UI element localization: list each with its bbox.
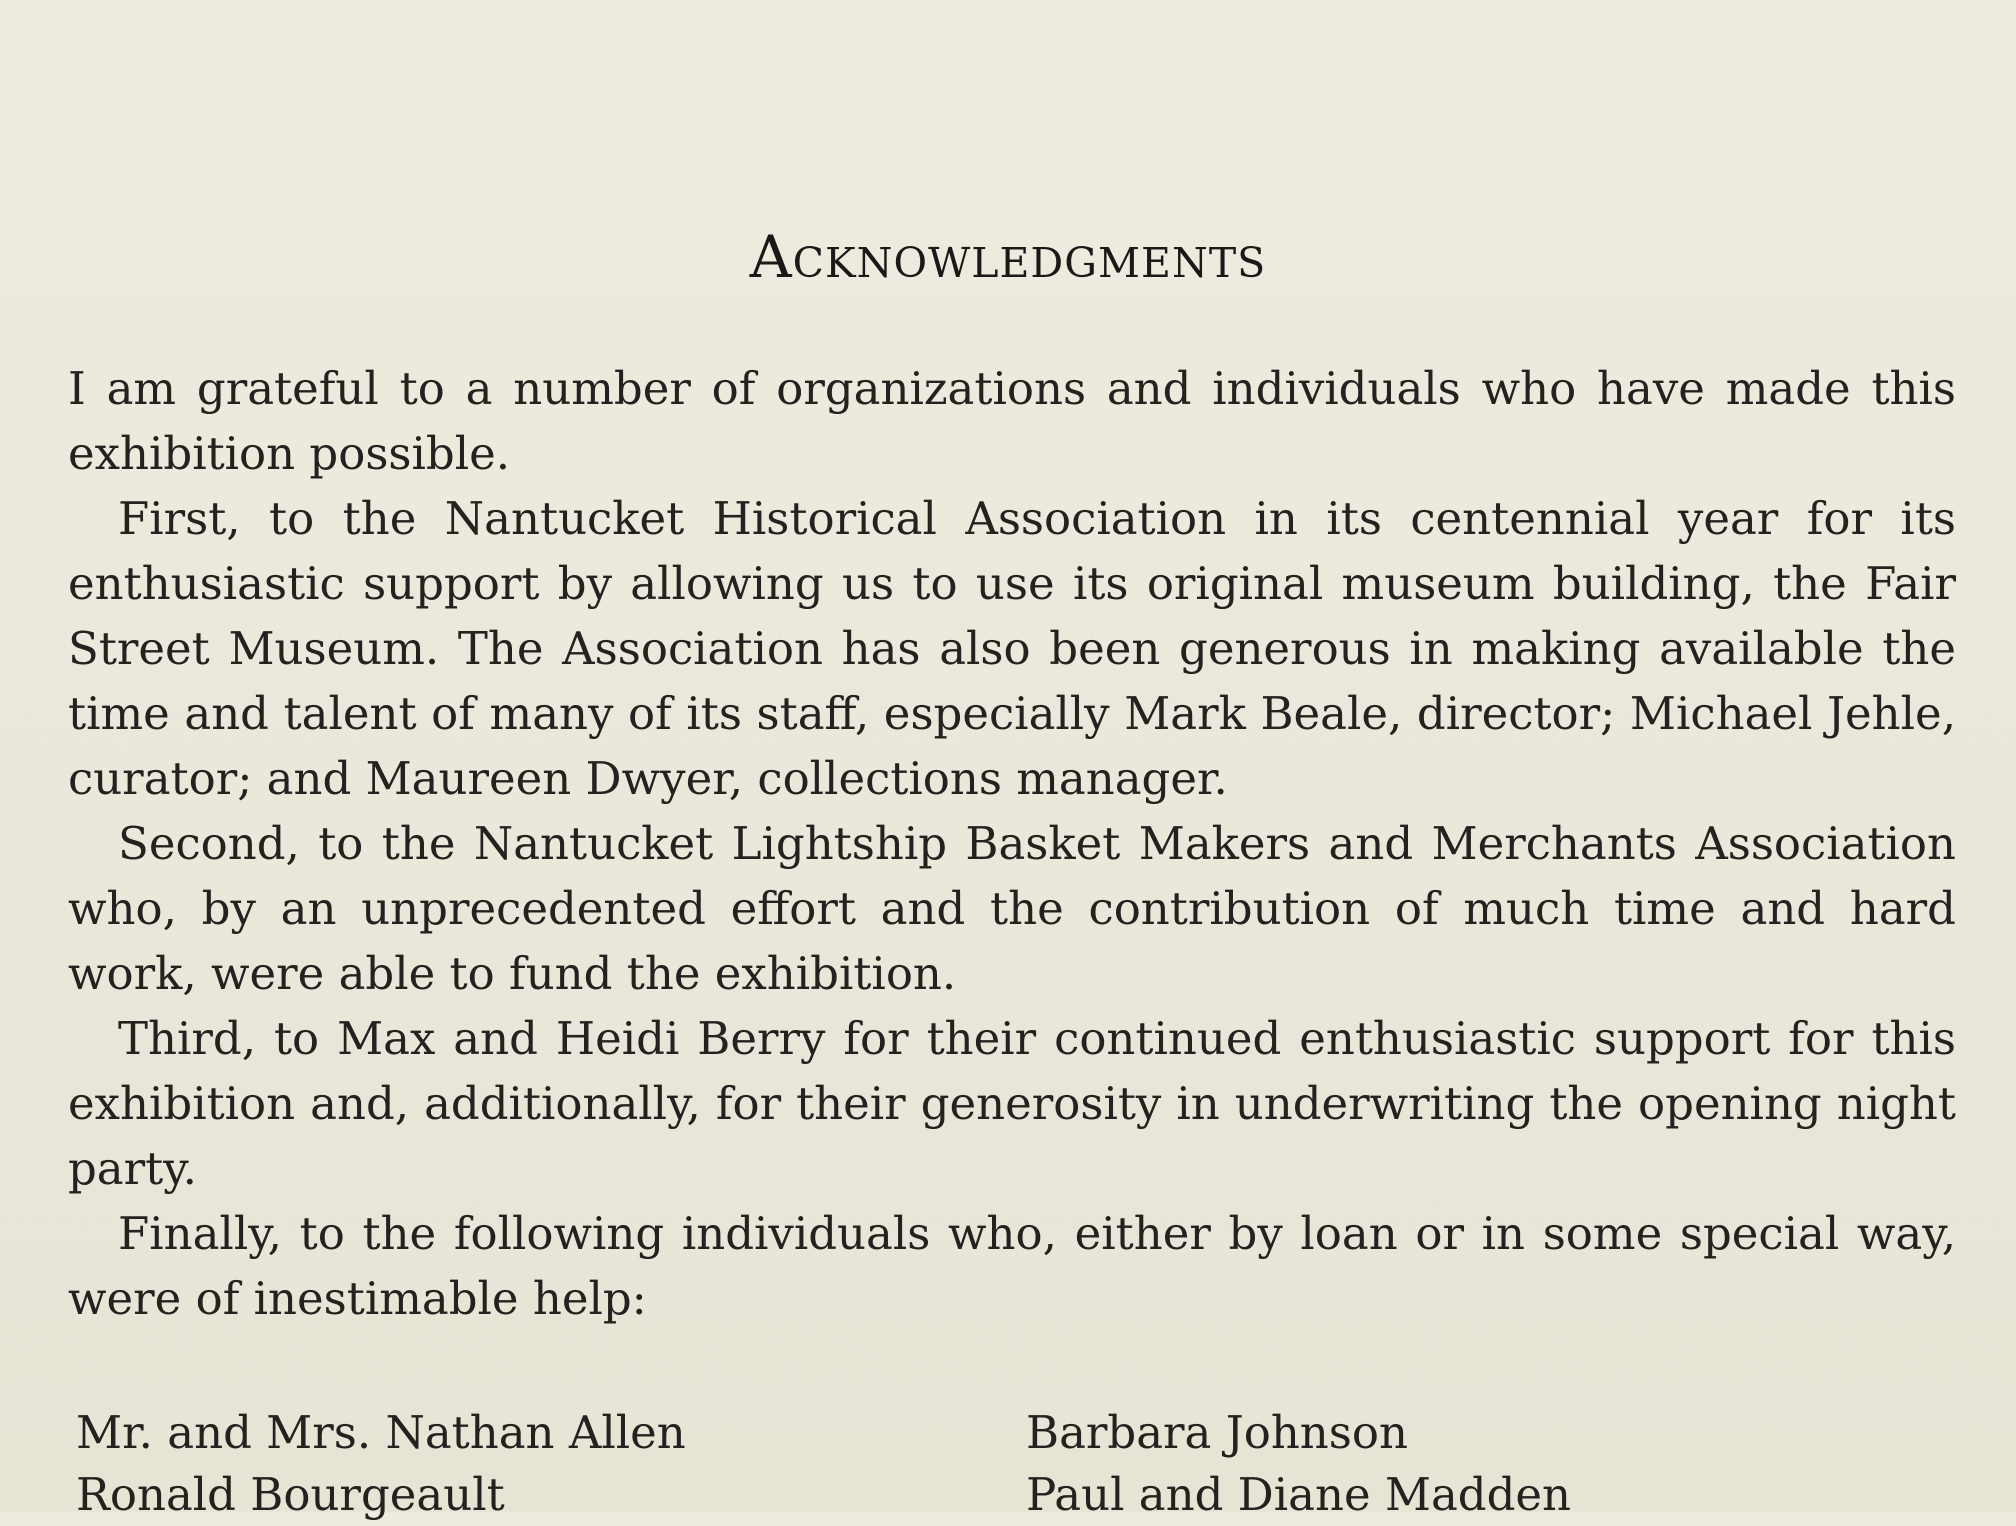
paragraph-finally: Finally, to the following individuals who, either by loan or in some special way, were of inestimable help: <box>68 1207 1956 1325</box>
paragraph-second: Second, to the Nantucket Lightship Basket Makers and Merchants Association who, by an unprecedented effort and the contribution of much time and hard work, were able to fund the exhibition. <box>68 817 1956 1000</box>
name-entry: Paul and Diane Madden <box>1026 1468 1572 1521</box>
paragraph-third: Third, to Max and Heidi Berry for their continued enthusiastic support for this exhibition and, additionally, for their generosity in underwriting the opening night party. <box>68 1012 1956 1195</box>
name-entry: Ronald Bourgeault <box>76 1468 505 1521</box>
paragraph-intro: I am grateful to a number of organizations and individuals who have made this exhibition possible. <box>68 362 1956 480</box>
acknowledgments-body <box>68 356 1956 1331</box>
names-column-left <box>76 1402 686 1526</box>
paragraph-first: First, to the Nantucket Historical Association in its centennial year for its enthusiastic support by allowing us to use its original museum building, the Fair Street Museum. The Association has also been generous in making available the time and talent of many of its staff, especially Mark Beale, director; Michael Jehle, curator; and Maureen Dwyer, collections manager. <box>68 492 1956 805</box>
names-column-right <box>1026 1402 1571 1526</box>
names-list <box>76 1402 1956 1522</box>
name-entry: Mr. and Mrs. Nathan Allen <box>76 1406 686 1459</box>
page-title: Acknowledgments <box>749 223 1267 291</box>
name-entry: Barbara Johnson <box>1026 1406 1408 1459</box>
